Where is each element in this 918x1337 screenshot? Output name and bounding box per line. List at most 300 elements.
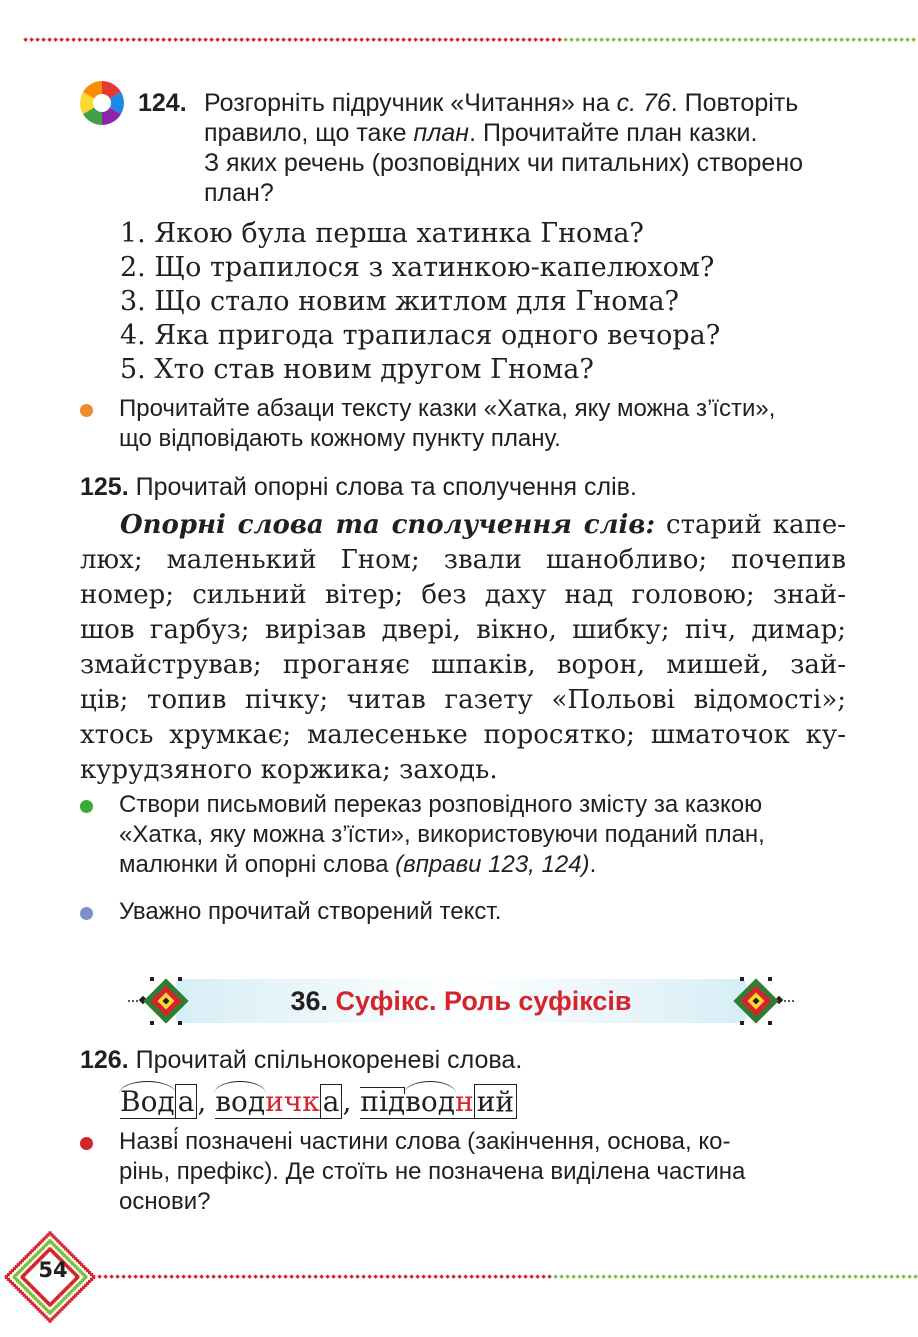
- border-dot: [877, 1274, 882, 1279]
- border-dot: [287, 37, 292, 42]
- border-dot: [241, 1274, 246, 1279]
- border-dot: [851, 37, 856, 42]
- border-dot: [781, 1274, 786, 1279]
- border-dot: [157, 1274, 162, 1279]
- text: «Хатка, яку можна з’їсти», використовуючи поданий план,: [119, 821, 765, 848]
- exercise-number: 124.: [138, 89, 187, 117]
- border-dot: [275, 37, 280, 42]
- text: .: [589, 851, 597, 878]
- border-dot: [545, 37, 550, 42]
- border-dot: [247, 1274, 252, 1279]
- border-dot: [475, 1274, 480, 1279]
- border-dot: [703, 1274, 708, 1279]
- border-dot: [355, 1274, 360, 1279]
- text: основи?: [119, 1188, 211, 1215]
- term: план: [413, 119, 470, 147]
- border-dot: [383, 37, 388, 42]
- border-dot: [413, 37, 418, 42]
- border-dot: [479, 37, 484, 42]
- border-dot: [119, 37, 124, 42]
- border-dot: [305, 37, 310, 42]
- border-dot: [251, 37, 256, 42]
- border-dot: [419, 37, 424, 42]
- border-dot: [653, 37, 658, 42]
- border-dot: [817, 1274, 822, 1279]
- border-dot: [125, 37, 130, 42]
- ornament-dot: [5, 1275, 8, 1278]
- border-dot: [235, 1274, 240, 1279]
- border-dot: [443, 37, 448, 42]
- border-dot: [557, 37, 562, 42]
- border-dot: [281, 37, 286, 42]
- border-dot: [613, 1274, 618, 1279]
- task-bullet-text: [119, 394, 847, 454]
- border-dot: [671, 37, 676, 42]
- border-dot: [317, 37, 322, 42]
- border-dot: [773, 37, 778, 42]
- border-dot: [725, 37, 730, 42]
- border-dot: [133, 1274, 138, 1279]
- border-dot: [407, 37, 412, 42]
- border-dot: [791, 37, 796, 42]
- separator: ,: [342, 1085, 361, 1118]
- border-dot: [139, 1274, 144, 1279]
- border-dot: [83, 37, 88, 42]
- border-dot: [397, 1274, 402, 1279]
- border-dot: [143, 37, 148, 42]
- border-dot: [673, 1274, 678, 1279]
- border-dot: [763, 1274, 768, 1279]
- border-dot: [667, 1274, 672, 1279]
- border-dot: [679, 1274, 684, 1279]
- border-dot: [145, 1274, 150, 1279]
- text: . Прочитайте план казки.: [469, 119, 758, 147]
- plan-item: 2. Що трапилося з хатинкою-капелюхом?: [120, 252, 715, 283]
- text-line: хтось хрумкає; малесеньке поросятко; шматочок ку-: [80, 720, 846, 750]
- border-dot: [313, 1274, 318, 1279]
- ornament-dot: [92, 1275, 95, 1278]
- border-dot: [521, 37, 526, 42]
- border-dot: [749, 37, 754, 42]
- text: Розгорніть підручник «Читання» на: [204, 89, 617, 117]
- border-dot: [875, 37, 880, 42]
- section-name: Суфікс. Роль суфіксів: [335, 986, 632, 1016]
- border-dot: [629, 37, 634, 42]
- text: рінь, префікс). Де стоїть не позначена виділена частина: [119, 1158, 746, 1185]
- color-wheel-icon: [80, 81, 124, 125]
- border-dot: [259, 1274, 264, 1279]
- border-dot: [137, 37, 142, 42]
- orange-bullet: [80, 404, 93, 417]
- border-dot: [911, 37, 916, 42]
- border-dot: [647, 37, 652, 42]
- border-dot: [403, 1274, 408, 1279]
- border-dot: [89, 37, 94, 42]
- word-stem: [360, 1085, 473, 1119]
- border-dot: [869, 37, 874, 42]
- text-line: шов гарбуз; вирізав двері, вікно, шибку; піч, димар;: [80, 615, 846, 645]
- border-dot: [659, 37, 664, 42]
- word-stem: [215, 1085, 320, 1119]
- border-dot: [631, 1274, 636, 1279]
- border-dot: [299, 37, 304, 42]
- border-dot: [227, 37, 232, 42]
- border-dot: [295, 1274, 300, 1279]
- border-dot: [185, 37, 190, 42]
- border-dot: [707, 37, 712, 42]
- border-dot: [191, 37, 196, 42]
- border-dot: [737, 37, 742, 42]
- border-dot: [499, 1274, 504, 1279]
- border-dot: [325, 1274, 330, 1279]
- border-dot: [77, 37, 82, 42]
- text: малюнки й опорні слова: [119, 851, 396, 878]
- border-dot: [181, 1274, 186, 1279]
- border-dot: [595, 1274, 600, 1279]
- border-dot: [293, 37, 298, 42]
- border-dot: [775, 1274, 780, 1279]
- border-dot: [635, 37, 640, 42]
- border-dot: [487, 1274, 492, 1279]
- border-dot: [623, 37, 628, 42]
- word-parts-line: [120, 1085, 517, 1118]
- task-bullet-text: [119, 790, 847, 880]
- border-dot: [907, 1274, 912, 1279]
- word-suffix: н: [455, 1085, 474, 1118]
- border-dot: [709, 1274, 714, 1279]
- border-dot: [913, 1274, 918, 1279]
- border-dot: [599, 37, 604, 42]
- border-dot: [23, 37, 28, 42]
- green-bullet: [80, 800, 93, 813]
- border-dot: [283, 1274, 288, 1279]
- border-dot: [415, 1274, 420, 1279]
- border-dot: [809, 37, 814, 42]
- border-dot: [505, 1274, 510, 1279]
- text: Створи письмовий переказ розповідного змісту за казкою: [119, 791, 763, 818]
- word-suffix: ичк: [265, 1085, 320, 1118]
- border-dot: [713, 37, 718, 42]
- border-dot: [221, 37, 226, 42]
- border-dot: [745, 1274, 750, 1279]
- border-dot: [199, 1274, 204, 1279]
- top-ornament-border: [22, 36, 918, 44]
- text-line: номер; сильний вітер; без даху над головою; знай-: [80, 580, 846, 610]
- border-dot: [335, 37, 340, 42]
- border-dot: [733, 1274, 738, 1279]
- border-dot: [863, 37, 868, 42]
- section-title: [128, 986, 794, 1017]
- border-dot: [115, 1274, 120, 1279]
- border-dot: [509, 37, 514, 42]
- border-dot: [593, 37, 598, 42]
- border-dot: [761, 37, 766, 42]
- border-dot: [131, 37, 136, 42]
- border-dot: [889, 1274, 894, 1279]
- text: . Повторіть: [670, 89, 799, 117]
- border-dot: [149, 37, 154, 42]
- word-ending: а: [320, 1084, 343, 1119]
- border-dot: [473, 37, 478, 42]
- border-dot: [359, 37, 364, 42]
- bottom-ornament-border: [96, 1273, 918, 1281]
- border-dot: [289, 1274, 294, 1279]
- border-dot: [439, 1274, 444, 1279]
- border-dot: [625, 1274, 630, 1279]
- border-dot: [799, 1274, 804, 1279]
- border-dot: [787, 1274, 792, 1279]
- border-dot: [769, 1274, 774, 1279]
- border-dot: [53, 37, 58, 42]
- border-dot: [793, 1274, 798, 1279]
- border-dot: [421, 1274, 426, 1279]
- text: Прочитайте абзаци тексту казки «Хатка, яку можна з’їсти»,: [119, 395, 776, 422]
- border-dot: [589, 1274, 594, 1279]
- word-prefix: під: [360, 1085, 406, 1118]
- border-dot: [565, 1274, 570, 1279]
- section-number: 36.: [290, 986, 329, 1016]
- ornament-dot: [84, 1275, 87, 1278]
- border-dot: [455, 37, 460, 42]
- border-dot: [685, 1274, 690, 1279]
- border-dot: [469, 1274, 474, 1279]
- border-dot: [805, 1274, 810, 1279]
- border-dot: [823, 1274, 828, 1279]
- border-dot: [409, 1274, 414, 1279]
- border-dot: [611, 37, 616, 42]
- border-dot: [743, 37, 748, 42]
- border-dot: [721, 1274, 726, 1279]
- border-dot: [497, 37, 502, 42]
- text: Прочитай опорні слова та сполучення слів.: [135, 473, 637, 501]
- border-dot: [163, 1274, 168, 1279]
- border-dot: [641, 37, 646, 42]
- border-dot: [109, 1274, 114, 1279]
- border-dot: [395, 37, 400, 42]
- border-dot: [343, 1274, 348, 1279]
- border-dot: [245, 37, 250, 42]
- border-dot: [97, 1274, 102, 1279]
- border-dot: [739, 1274, 744, 1279]
- border-dot: [367, 1274, 372, 1279]
- border-dot: [511, 1274, 516, 1279]
- border-dot: [209, 37, 214, 42]
- border-dot: [829, 1274, 834, 1279]
- section-banner: [128, 975, 794, 1027]
- border-dot: [701, 37, 706, 42]
- border-dot: [41, 37, 46, 42]
- border-dot: [349, 1274, 354, 1279]
- border-dot: [95, 37, 100, 42]
- separator: ,: [197, 1085, 216, 1118]
- border-dot: [47, 37, 52, 42]
- text: Прочитай спільнокореневі слова.: [135, 1046, 523, 1074]
- border-dot: [193, 1274, 198, 1279]
- border-dot: [755, 37, 760, 42]
- exercise-number: 126.: [80, 1046, 129, 1074]
- border-dot: [329, 37, 334, 42]
- border-dot: [827, 37, 832, 42]
- border-dot: [151, 1274, 156, 1279]
- border-dot: [895, 1274, 900, 1279]
- border-dot: [539, 37, 544, 42]
- border-dot: [581, 37, 586, 42]
- border-dot: [29, 37, 34, 42]
- border-dot: [481, 1274, 486, 1279]
- border-dot: [821, 37, 826, 42]
- border-dot: [767, 37, 772, 42]
- border-dot: [113, 37, 118, 42]
- border-dot: [523, 1274, 528, 1279]
- border-dot: [719, 37, 724, 42]
- border-dot: [187, 1274, 192, 1279]
- border-dot: [319, 1274, 324, 1279]
- border-dot: [883, 1274, 888, 1279]
- border-dot: [697, 1274, 702, 1279]
- text-line: ців; топив пічку; читав газету «Польові відомості»;: [80, 685, 846, 715]
- border-dot: [859, 1274, 864, 1279]
- text: що відповідають кожному пункту плану.: [119, 425, 561, 452]
- border-dot: [517, 1274, 522, 1279]
- border-dot: [779, 37, 784, 42]
- border-dot: [431, 37, 436, 42]
- border-dot: [311, 37, 316, 42]
- border-dot: [323, 37, 328, 42]
- border-dot: [179, 37, 184, 42]
- border-dot: [893, 37, 898, 42]
- border-dot: [691, 1274, 696, 1279]
- border-dot: [253, 1274, 258, 1279]
- border-dot: [103, 1274, 108, 1279]
- text: правило, що таке: [204, 119, 414, 147]
- page-number: 54: [38, 1258, 68, 1282]
- border-dot: [727, 1274, 732, 1279]
- border-dot: [695, 37, 700, 42]
- border-dot: [379, 1274, 384, 1279]
- border-dot: [389, 37, 394, 42]
- border-dot: [839, 37, 844, 42]
- border-dot: [35, 37, 40, 42]
- border-dot: [365, 37, 370, 42]
- border-dot: [785, 37, 790, 42]
- border-dot: [541, 1274, 546, 1279]
- text-line: люх; маленький Гном; звали шанобливо; почепив: [80, 545, 846, 575]
- border-dot: [173, 37, 178, 42]
- border-dot: [811, 1274, 816, 1279]
- border-dot: [203, 37, 208, 42]
- plan-item: 3. Що стало новим житлом для Гнома?: [120, 286, 680, 317]
- border-dot: [551, 37, 556, 42]
- border-dot: [899, 37, 904, 42]
- border-dot: [277, 1274, 282, 1279]
- border-dot: [515, 37, 520, 42]
- border-dot: [361, 1274, 366, 1279]
- border-dot: [239, 37, 244, 42]
- border-dot: [463, 1274, 468, 1279]
- border-dot: [101, 37, 106, 42]
- border-dot: [533, 37, 538, 42]
- border-dot: [655, 1274, 660, 1279]
- border-dot: [535, 1274, 540, 1279]
- border-dot: [569, 37, 574, 42]
- border-dot: [337, 1274, 342, 1279]
- border-dot: [217, 1274, 222, 1279]
- exercise-125-heading: [80, 473, 637, 502]
- border-dot: [371, 37, 376, 42]
- border-dot: [307, 1274, 312, 1279]
- border-dot: [847, 1274, 852, 1279]
- plan-item: 1. Якою була перша хатинка Гнома?: [120, 218, 644, 249]
- border-dot: [461, 37, 466, 42]
- border-dot: [107, 37, 112, 42]
- exercise-number: 125.: [80, 473, 129, 501]
- border-dot: [197, 37, 202, 42]
- border-dot: [583, 1274, 588, 1279]
- page-ref: с. 76: [616, 89, 671, 117]
- word-root: вод: [215, 1085, 265, 1118]
- exercise-124-text: [138, 88, 848, 208]
- border-dot: [529, 1274, 534, 1279]
- border-dot: [223, 1274, 228, 1279]
- ornament-dot: [21, 1275, 24, 1278]
- border-dot: [269, 37, 274, 42]
- border-dot: [559, 1274, 564, 1279]
- border-dot: [677, 37, 682, 42]
- border-dot: [797, 37, 802, 42]
- border-dot: [373, 1274, 378, 1279]
- border-dot: [391, 1274, 396, 1279]
- border-dot: [643, 1274, 648, 1279]
- border-dot: [857, 37, 862, 42]
- border-dot: [563, 37, 568, 42]
- border-dot: [215, 37, 220, 42]
- border-dot: [553, 1274, 558, 1279]
- border-dot: [445, 1274, 450, 1279]
- border-dot: [547, 1274, 552, 1279]
- border-dot: [341, 37, 346, 42]
- border-dot: [689, 37, 694, 42]
- border-dot: [347, 37, 352, 42]
- border-dot: [433, 1274, 438, 1279]
- exercise-ref: (вправи 123, 124): [395, 851, 590, 878]
- border-dot: [617, 37, 622, 42]
- border-dot: [301, 1274, 306, 1279]
- text-line: курудзяного коржика; заходь.: [80, 755, 498, 785]
- border-dot: [493, 1274, 498, 1279]
- border-dot: [331, 1274, 336, 1279]
- text-line: змайстрував; проганяє шпаків, ворон, мишей, зай-: [80, 650, 846, 680]
- root-arc: [404, 1081, 456, 1094]
- border-dot: [601, 1274, 606, 1279]
- word-root: Вод: [120, 1085, 175, 1118]
- text: Назві́ позначені частини слова (закінчення, основа, ко-: [119, 1128, 731, 1155]
- border-dot: [715, 1274, 720, 1279]
- task-bullet-text: [119, 1127, 847, 1217]
- border-dot: [751, 1274, 756, 1279]
- border-dot: [637, 1274, 642, 1279]
- border-dot: [169, 1274, 174, 1279]
- text: план?: [204, 179, 274, 207]
- border-dot: [385, 1274, 390, 1279]
- border-dot: [271, 1274, 276, 1279]
- border-dot: [871, 1274, 876, 1279]
- border-dot: [233, 37, 238, 42]
- border-dot: [59, 37, 64, 42]
- border-dot: [757, 1274, 762, 1279]
- blue-bullet: [80, 907, 93, 920]
- border-dot: [121, 1274, 126, 1279]
- border-dot: [353, 37, 358, 42]
